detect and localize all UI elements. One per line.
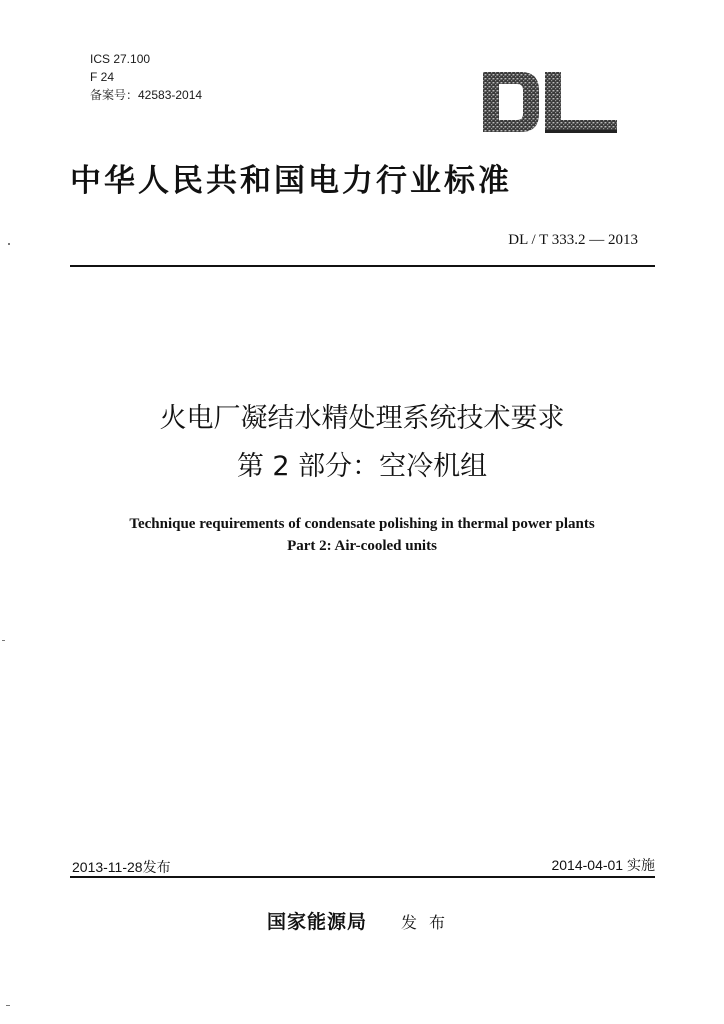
english-title-line-2: Part 2: Air-cooled units bbox=[287, 538, 437, 554]
standard-number: DL / T 333.2 — 2013 bbox=[508, 232, 638, 248]
scan-speck bbox=[8, 243, 10, 245]
scan-speck bbox=[2, 640, 5, 641]
header-divider bbox=[70, 265, 655, 267]
ccs-code: F 24 bbox=[90, 70, 115, 84]
footer-divider bbox=[70, 876, 655, 878]
classification-block bbox=[90, 50, 202, 104]
issue-date: 2013-11-28发布 bbox=[72, 859, 171, 875]
org-title: 中华人民共和国电力行业标准 bbox=[70, 163, 512, 199]
english-title-line-1: Technique requirements of condensate polishing in thermal power plants bbox=[129, 516, 595, 532]
logo-letter-l bbox=[545, 72, 617, 132]
english-title bbox=[40, 513, 684, 557]
ics-code: ICS 27.100 bbox=[90, 52, 151, 66]
record-number: 备案号：42583-2014 bbox=[90, 88, 203, 102]
chinese-title-line-1: 火电厂凝结水精处理系统技术要求 bbox=[159, 403, 565, 434]
issuer-line bbox=[0, 907, 724, 934]
chinese-title bbox=[40, 395, 684, 491]
implementation-date: 2014-04-01 实施 bbox=[551, 857, 655, 873]
dl-logo bbox=[481, 70, 621, 134]
chinese-title-line-2: 第 2 部分：空冷机组 bbox=[236, 451, 488, 482]
logo-letter-d bbox=[483, 72, 539, 132]
issuer-verb: 发布 bbox=[401, 913, 458, 932]
scan-speck bbox=[6, 1005, 10, 1006]
issuer-organization: 国家能源局 bbox=[266, 911, 367, 933]
